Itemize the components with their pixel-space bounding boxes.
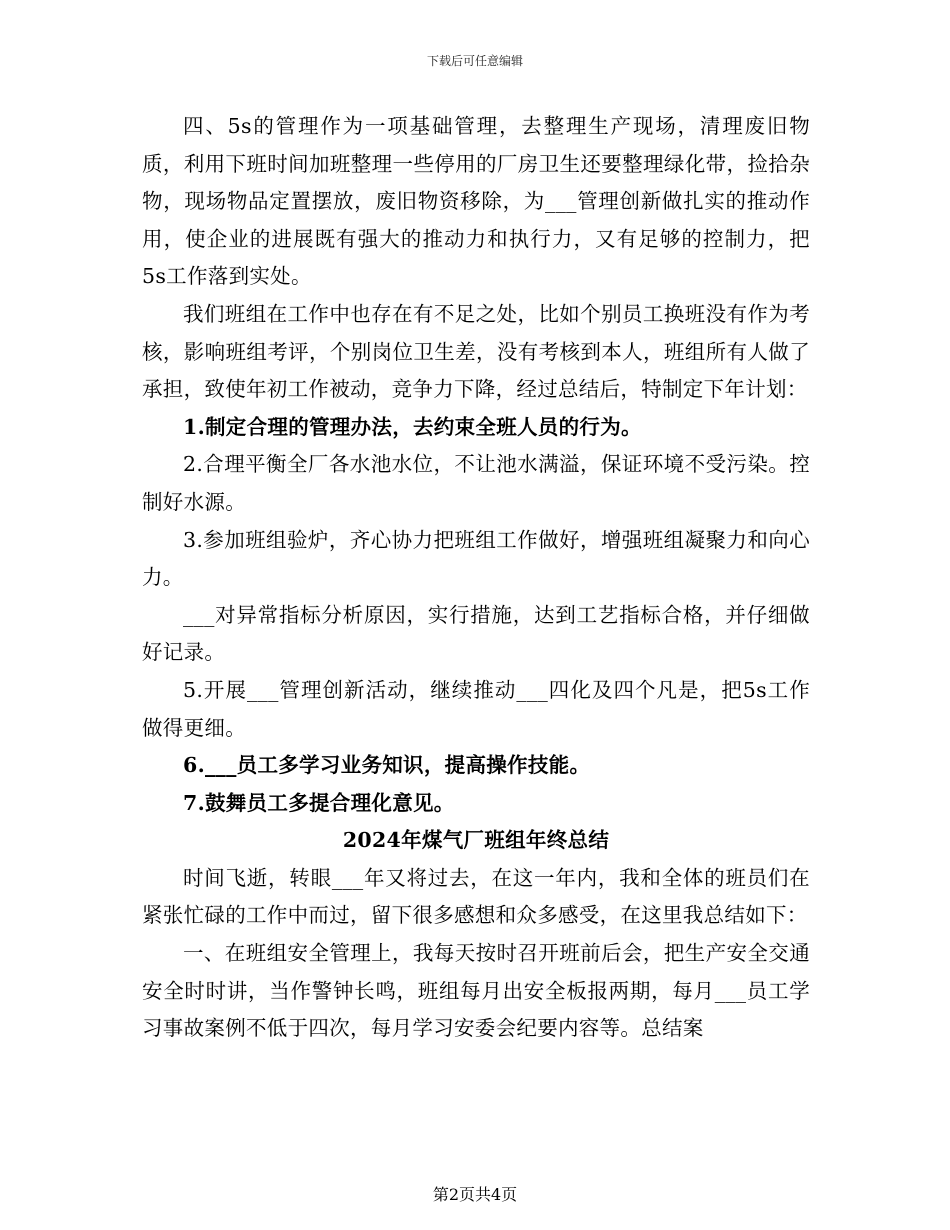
plan-item-7: 7.鼓舞员工多提合理化意见。	[183, 790, 455, 815]
plan-item-5: 5.开展___管理创新活动，继续推动___四化及四个凡是，把5s工作做得更细。	[142, 677, 810, 740]
plan-item-2: 2.合理平衡全厂各水池水位，不让池水满溢，保证环境不受污染。控制好水源。	[142, 452, 810, 514]
paragraph-intro: 时间飞逝，转眼___年又将过去，在这一年内，我和全体的班员们在紧张忙碌的工作中而过，留下很多感想和众多感受，在这里我总结如下：	[142, 865, 810, 928]
page-header: 下载后可任意编辑	[426, 54, 523, 68]
paragraph-shortcomings: 我们班组在工作中也存在有不足之处，比如个别员工换班没有作为考核，影响班组考评，个别岗位卫生差，没有考核到本人，班组所有人做了承担，致使年初工作被动，竞争力下降，经过总结后，特制定下年计划：	[142, 301, 810, 402]
paragraph-safety-management: 一、在班组安全管理上，我每天按时召开班前后会，把生产安全交通安全时时讲，当作警钟长鸣，班组每月出安全板报两期，每月___员工学习事故案例不低于四次，每月学习安委会纪要内容等。总结案	[142, 941, 810, 1041]
page-footer: 第2页共4页	[432, 1185, 518, 1204]
plan-item-1: 1.制定合理的管理办法，去约束全班人员的行为。	[183, 414, 642, 439]
plan-item-3: 3.参加班组验炉，齐心协力把班组工作做好，增强班组凝聚力和向心力。	[142, 527, 810, 590]
plan-item-4: ___对异常指标分析原因，实行措施，达到工艺指标合格，并仔细做好记录。	[142, 602, 810, 665]
section-title: 2024年煤气厂班组年终总结	[342, 828, 610, 853]
plan-item-6: 6.___员工多学习业务知识，提高操作技能。	[183, 753, 591, 778]
paragraph-5s-management: 四、5s的管理作为一项基础管理，去整理生产现场，清理废旧物质，利用下班时间加班整理一些停用的厂房卫生还要整理绿化带，捡拾杂物，现场物品定置摆放，废旧物资移除，为___管理创新做扎实的推动作用，使企业的进展既有强大的推动力和执行力，又有足够的控制力，把5s工作落到实处。	[142, 114, 810, 289]
document-body	[142, 108, 810, 1048]
